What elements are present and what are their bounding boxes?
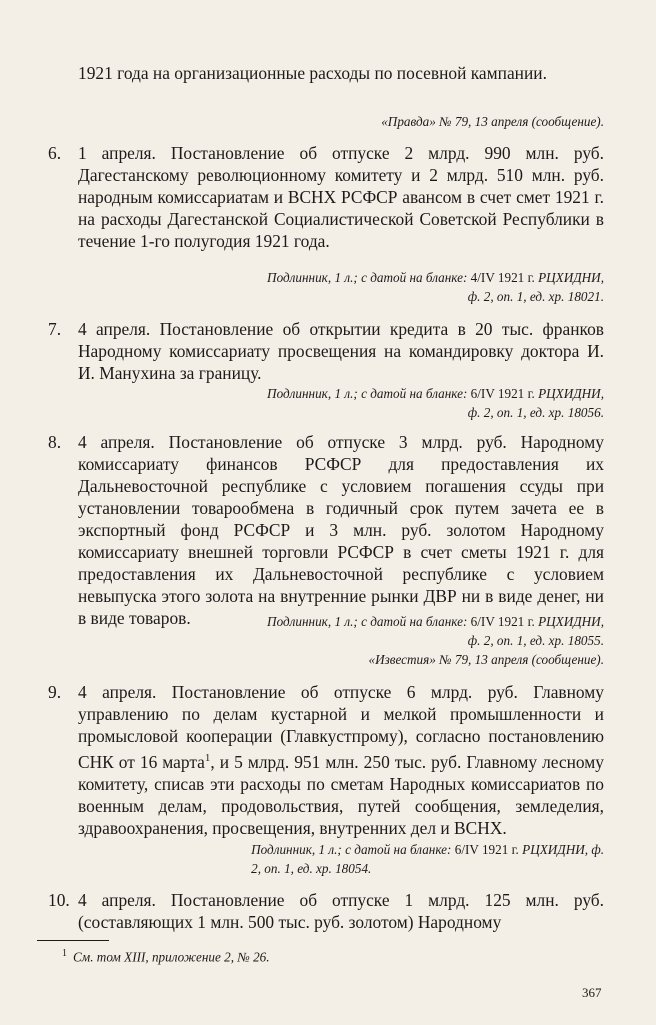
entry-number: 9. <box>48 682 62 702</box>
entry-number: 10. <box>48 890 70 910</box>
source-archive: РЦХИДНИ, <box>538 270 604 285</box>
entry-text: 4 апреля. Постановление об отпуске 3 млрд. руб. Народному комиссариату финансов РСФСР для предоставления их Дальневосточной республике с условием погашения ссуды при установлении товарообмена в годичный срок путем зачета ее в экспортный фонд РСФСР и 3 млн. руб. золотом Народному комиссариату внешней торговли РСФСР в счет сметы 1921 г. для предоставления их Дальневосточной республике с условием невыпуска этого золота на внутренние рынки ДВР ни в виде денег, ни в виде товаров. <box>78 432 604 628</box>
footnote-mark: 1 <box>62 948 67 959</box>
footnote-reference: 1 <box>204 752 211 764</box>
footnote-text: См. том XIII, приложение 2, № 26. <box>73 949 270 965</box>
entry-text-part-2: , и 5 млрд. 951 млн. 250 тыс. руб. Главному лесному комитету, списав эти расходы по сметам Народных комиссариатов по военным делам, продовольствия, путей сообщения, земледелия, здравоохранения, просвещения, внутренних дел и ВСНХ. <box>78 751 605 838</box>
entry-9-source <box>251 840 604 878</box>
footnote-rule <box>37 940 109 941</box>
source-date: 4/IV 1921 г. <box>470 270 535 285</box>
source-ref: ф. 2, оп. 1, ед. хр. 18056. <box>467 405 604 420</box>
source-ref: ф. 2, оп. 1, ед. хр. 18021. <box>467 289 604 304</box>
source-text: Подлинник, 1 л.; с датой на бланке: <box>267 270 468 285</box>
entry-9 <box>48 681 605 839</box>
entry-text: 1 апреля. Постановление об отпуске 2 млрд. 990 млн. руб. Дагестанскому революционному комитету и 2 млрд. 510 млн. руб. народным комиссариатам и ВСНХ РСФСР авансом в счет смет 1921 г. на расходы Дагестанской Социалистической Советской Республики в течение 1-го полугодия 1921 года. <box>78 143 604 251</box>
entry-text: 4 апреля. Постановление об отпуске 1 млрд. 125 млн. руб. (составляющих 1 млн. 500 тыс. руб. золотом) Народному <box>78 890 604 932</box>
entry-7-source <box>267 384 604 422</box>
source-ref: 2, оп. 1, ед. хр. 18054. <box>251 861 372 876</box>
entry-8-source <box>267 612 604 669</box>
intro-paragraph <box>78 62 604 84</box>
source-ref: ф. 2, оп. 1, ед. хр. 18055. <box>467 633 604 648</box>
entry-6 <box>48 142 604 252</box>
source-text: Подлинник, 1 л.; с датой на бланке: <box>267 386 468 401</box>
entry-number: 8. <box>48 432 62 452</box>
entry-10 <box>48 889 604 933</box>
intro-text: 1921 года на организационные расходы по посевной кампании. <box>78 63 547 83</box>
source-date: 6/IV 1921 г. <box>470 386 535 401</box>
source-archive: РЦХИДНИ, <box>538 386 604 401</box>
source-archive: РЦХИДНИ, ф. <box>522 842 604 857</box>
entry-text: 4 апреля. Постановление об открытии кредита в 20 тыс. франков Народному комиссариату просвещения на командировку доктора И. И. Манухина за границу. <box>78 319 604 383</box>
entry-6-source <box>267 268 604 306</box>
page-number: 367 <box>582 985 602 1000</box>
source-date: 6/IV 1921 г. <box>470 614 535 629</box>
intro-source <box>381 112 604 131</box>
entry-8 <box>48 431 604 629</box>
source-text: Подлинник, 1 л.; с датой на бланке: <box>251 842 452 857</box>
entry-text <box>78 681 604 839</box>
entry-number: 7. <box>48 319 62 339</box>
source-ref-2: «Известия» № 79, 13 апреля (сообщение). <box>368 652 604 667</box>
entry-text-part-1: 4 апреля. Постановление об отпуске 6 млрд. руб. Главному управлению по делам кустарной и мелкой промышленности и промысловой кооперации (Главкустпрому), согласно постановлению СНК от 16 марта <box>78 682 604 772</box>
footnote <box>62 948 270 965</box>
source-date: 6/IV 1921 г. <box>454 842 519 857</box>
entry-number: 6. <box>48 143 62 163</box>
source-archive: РЦХИДНИ, <box>538 614 604 629</box>
source-text: Подлинник, 1 л.; с датой на бланке: <box>267 614 468 629</box>
entry-7 <box>48 318 604 384</box>
intro-source-text: «Правда» № 79, 13 апреля (сообщение). <box>381 114 604 129</box>
